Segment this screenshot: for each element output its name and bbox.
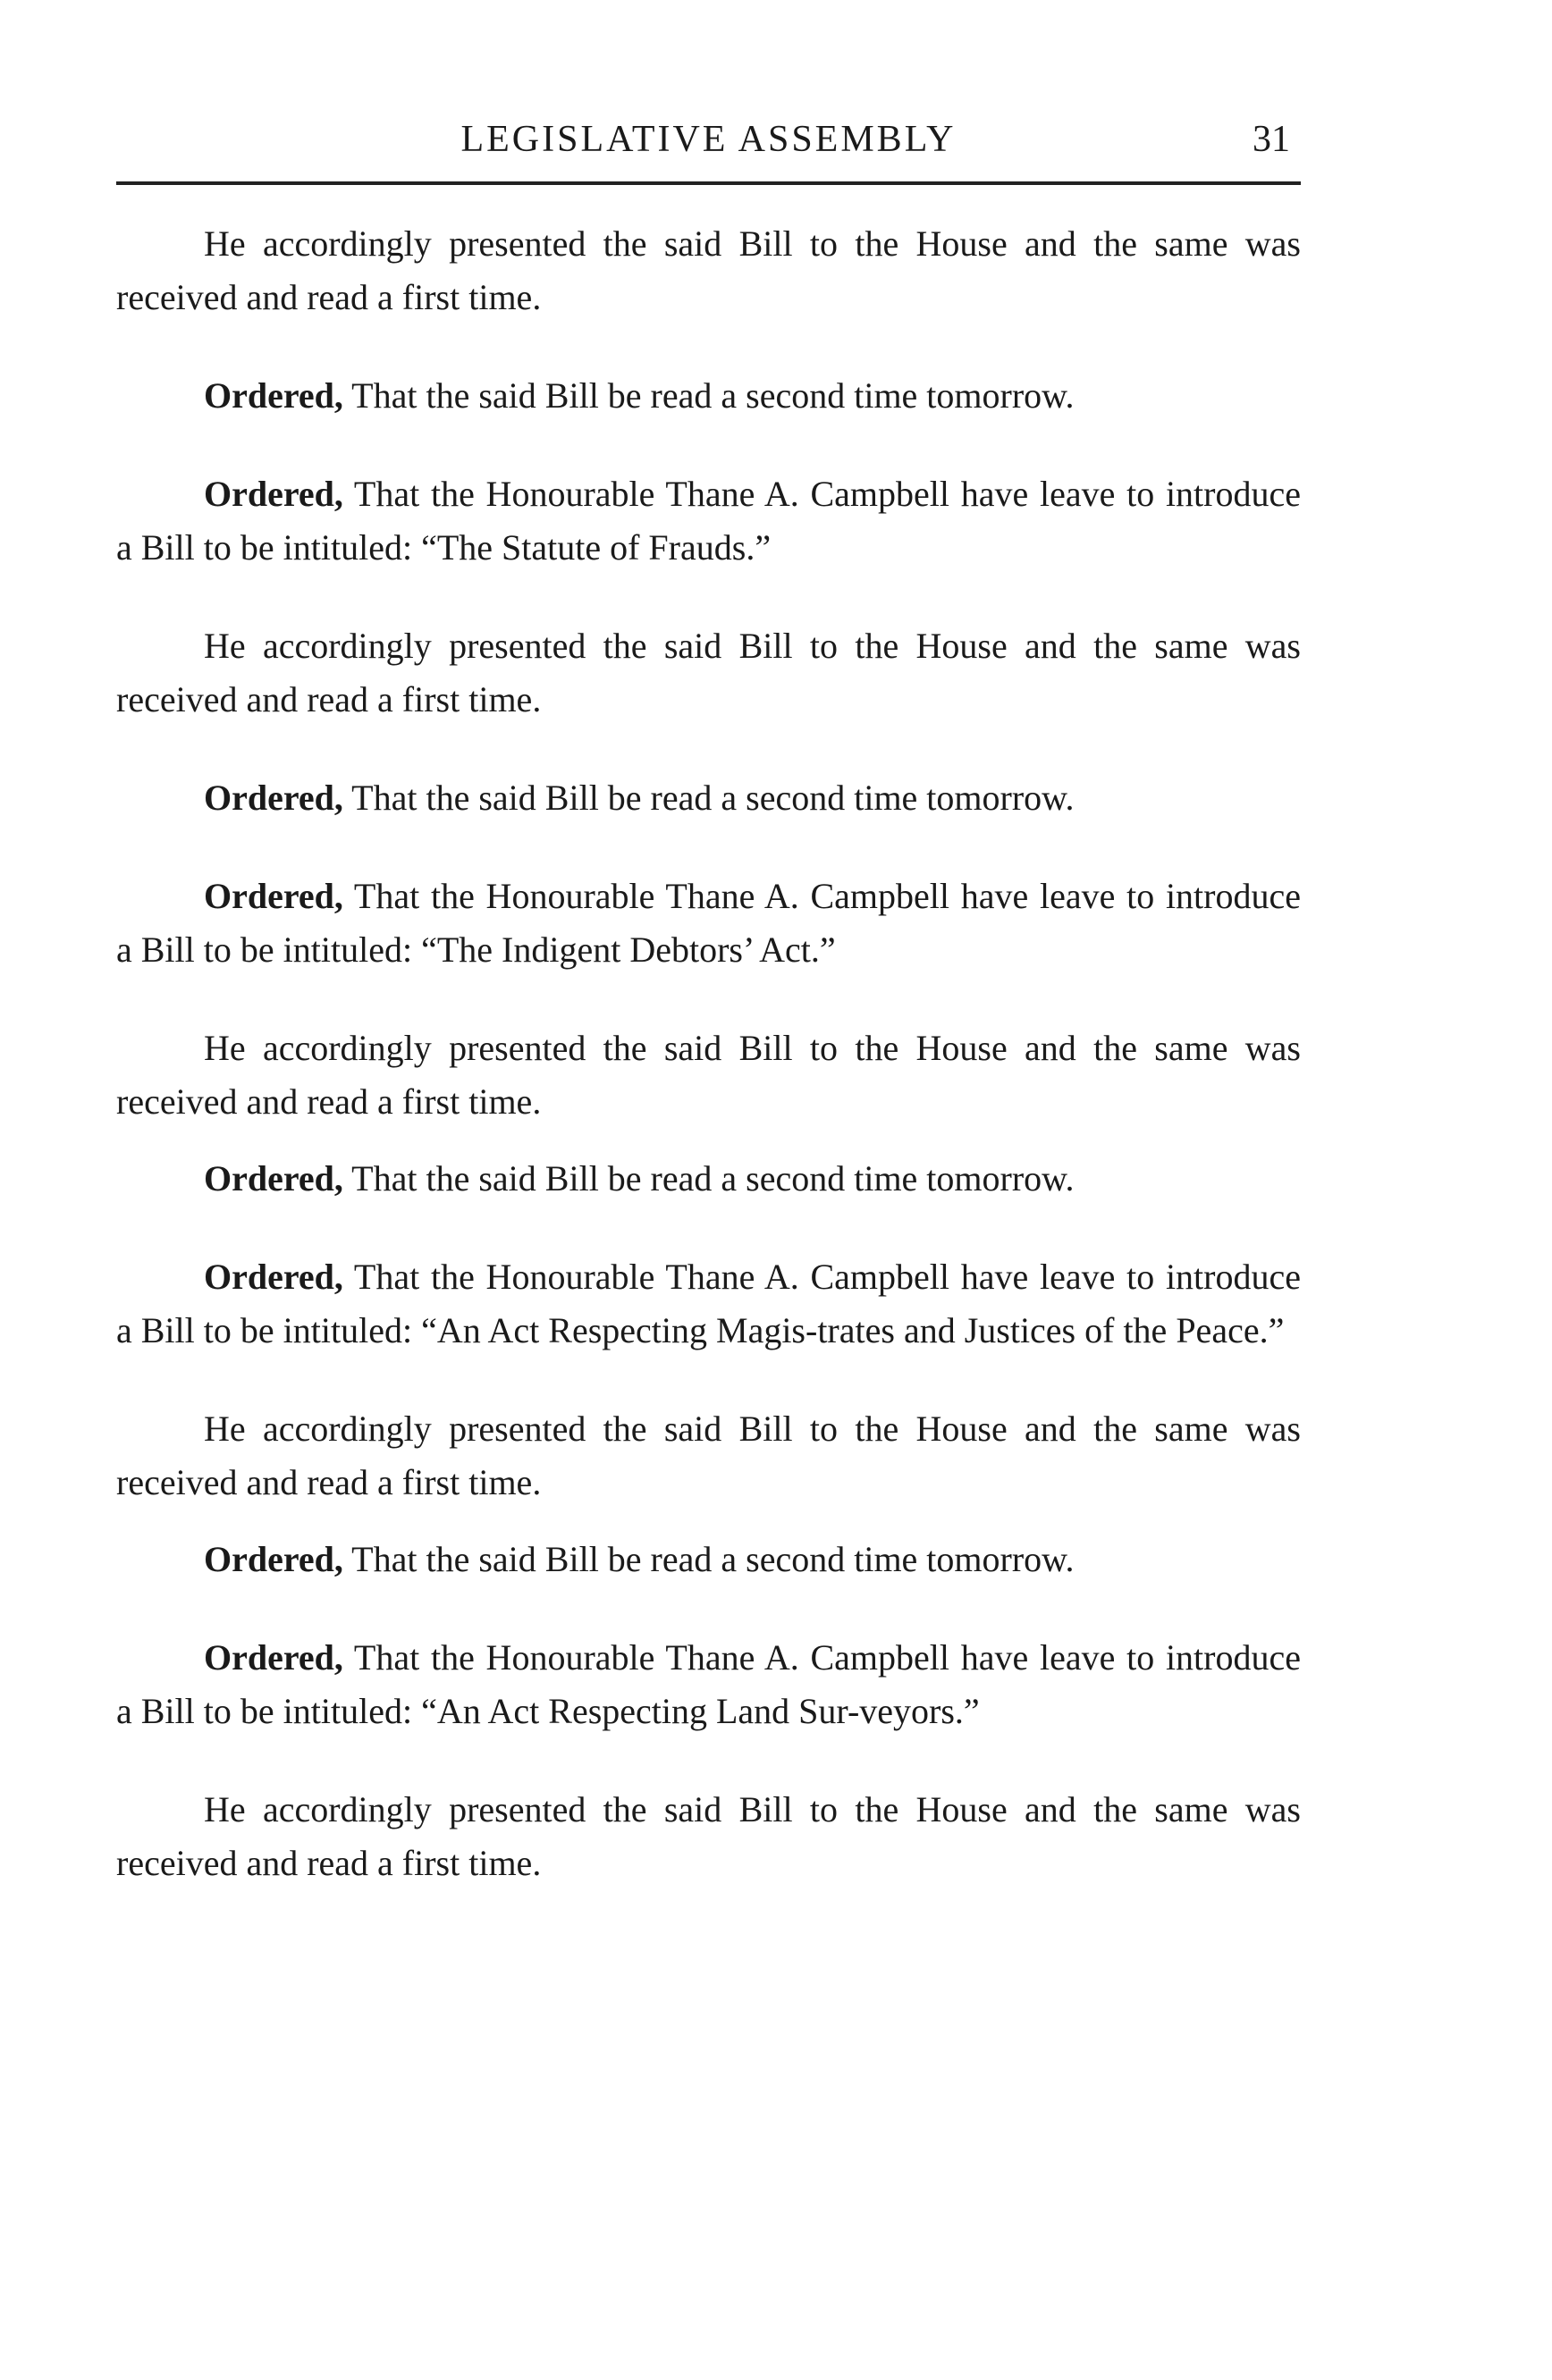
paragraph <box>116 771 1301 825</box>
running-title: LEGISLATIVE ASSEMBLY <box>460 119 957 160</box>
running-header <box>116 114 1301 168</box>
paragraph-text: That the Honourable Thane A. Campbell have leave to introduce a Bill to be intituled: “An Act Respecting Magis-trates and Justices of the Peace.” <box>116 1257 1301 1350</box>
paragraph-text: He accordingly presented the said Bill to the House and the same was received and read a first time. <box>116 1789 1301 1883</box>
paragraph-lead: Ordered, <box>204 876 343 916</box>
paragraph <box>116 1402 1301 1510</box>
paragraph <box>116 1022 1301 1129</box>
page-number: 31 <box>1253 119 1290 160</box>
paragraph-lead: Ordered, <box>204 1539 343 1579</box>
paragraph <box>116 217 1301 324</box>
paragraph <box>116 369 1301 423</box>
body-text <box>116 217 1301 1890</box>
paragraph-lead: Ordered, <box>204 1637 343 1678</box>
paragraph <box>116 467 1301 575</box>
paragraph <box>116 1631 1301 1738</box>
paragraph <box>116 1533 1301 1586</box>
paragraph <box>116 1250 1301 1358</box>
paragraph-text: He accordingly presented the said Bill to the House and the same was received and read a first time. <box>116 1409 1301 1502</box>
paragraph-text: That the said Bill be read a second time tomorrow. <box>342 778 1075 818</box>
paragraph-lead: Ordered, <box>204 474 343 514</box>
paragraph-text: That the said Bill be read a second time tomorrow. <box>342 375 1075 416</box>
paragraph <box>116 619 1301 727</box>
paragraph-text: That the said Bill be read a second time tomorrow. <box>342 1539 1075 1579</box>
paragraph-text: He accordingly presented the said Bill to the House and the same was received and read a first time. <box>116 626 1301 719</box>
paragraph-text: He accordingly presented the said Bill to the House and the same was received and read a first time. <box>116 1028 1301 1122</box>
paragraph-text: That the Honourable Thane A. Campbell have leave to introduce a Bill to be intituled: “The Statute of Frauds.” <box>116 474 1301 568</box>
paragraph <box>116 1783 1301 1890</box>
paragraph-lead: Ordered, <box>204 1158 343 1198</box>
paragraph-lead: Ordered, <box>204 778 343 818</box>
paragraph-lead: Ordered, <box>204 375 343 416</box>
header-rule <box>116 181 1301 185</box>
paragraph <box>116 1152 1301 1206</box>
paragraph-text: That the Honourable Thane A. Campbell have leave to introduce a Bill to be intituled: “The Indigent Debtors’ Act.” <box>116 876 1301 970</box>
paragraph-lead: Ordered, <box>204 1257 343 1297</box>
paragraph-text: He accordingly presented the said Bill to the House and the same was received and read a first time. <box>116 223 1301 317</box>
paragraph-text: That the Honourable Thane A. Campbell have leave to introduce a Bill to be intituled: “An Act Respecting Land Sur-veyors.” <box>116 1637 1301 1731</box>
paragraph <box>116 870 1301 977</box>
paragraph-text: That the said Bill be read a second time tomorrow. <box>342 1158 1075 1198</box>
